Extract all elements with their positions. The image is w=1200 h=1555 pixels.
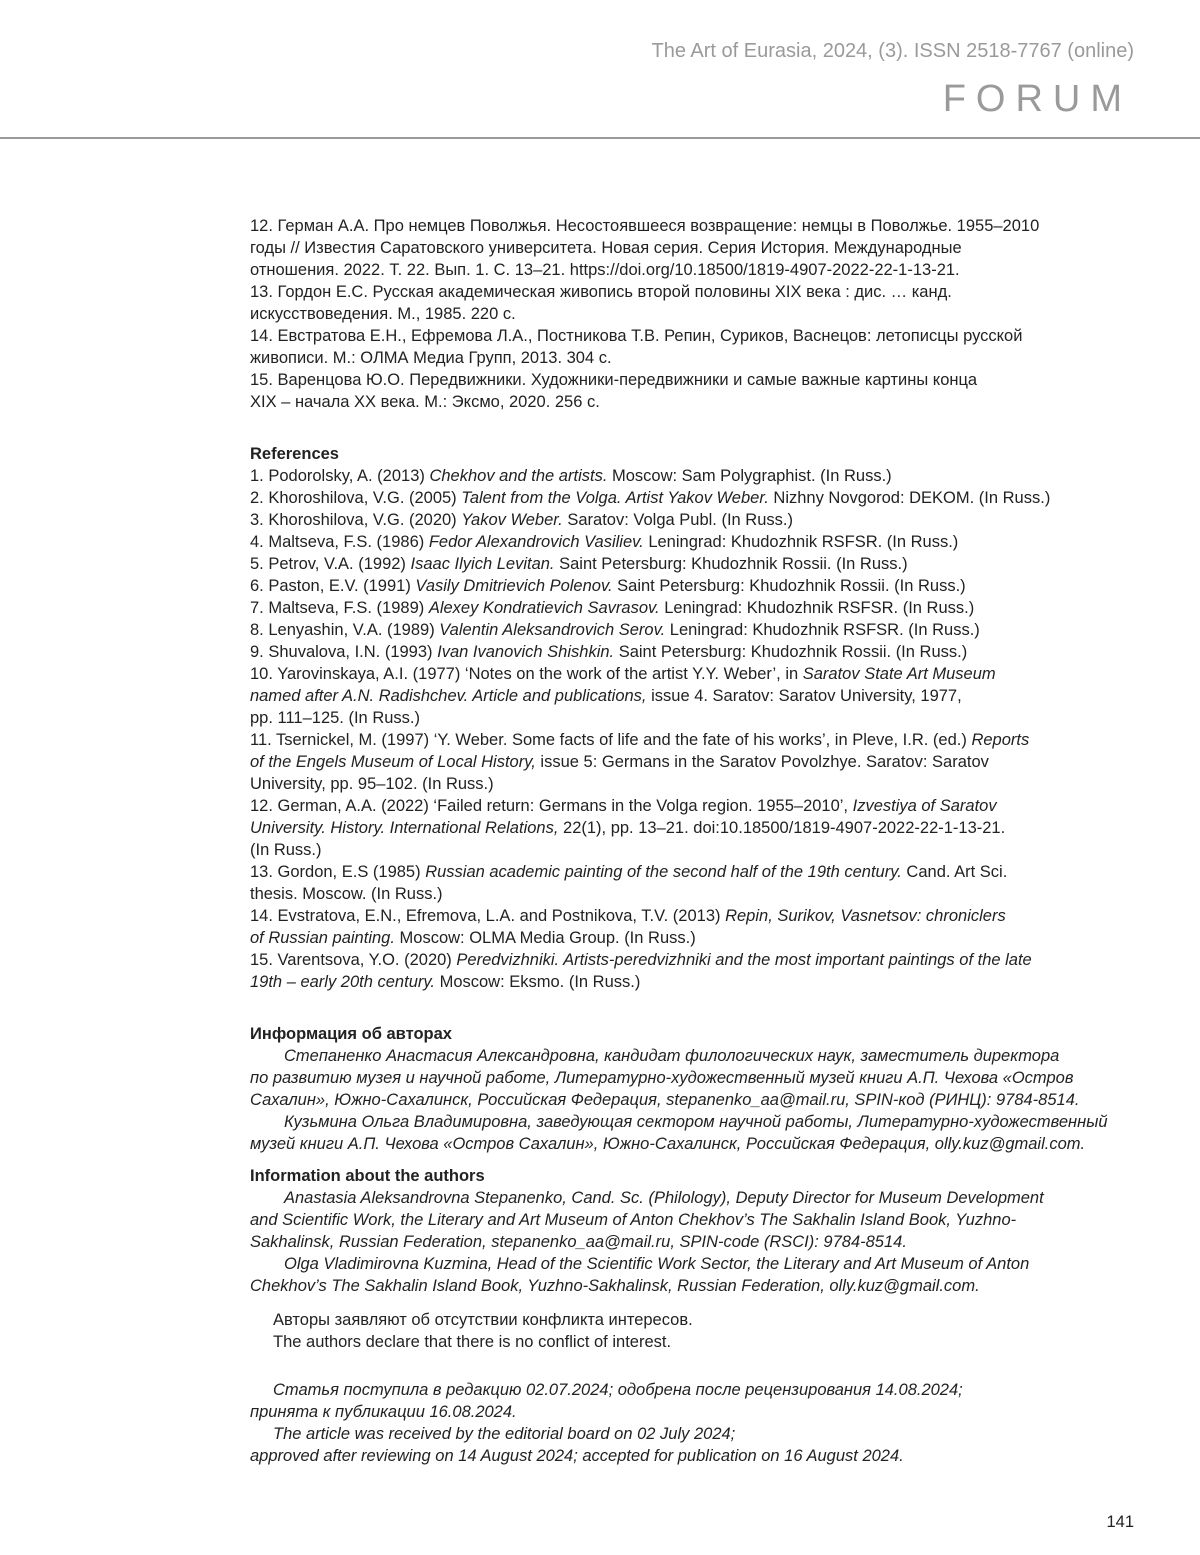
- reference-item: 9. Shuvalova, I.N. (1993) Ivan Ivanovich Shishkin. Saint Petersburg: Khudozhnik Rossii. (In Russ.): [250, 643, 968, 661]
- page-body: [250, 215, 1150, 1467]
- ref-line: искусствоведения. М., 1985. 220 с.: [250, 305, 516, 323]
- dates-en-line: approved after reviewing on 14 August 2024; accepted for publication on 16 August 2024.: [250, 1447, 904, 1465]
- reference-item: 6. Paston, E.V. (1991) Vasily Dmitrievich Polenov. Saint Petersburg: Khudozhnik Rossii. (In Russ.): [250, 577, 966, 595]
- author-line: по развитию музея и научной работе, Литературно-художественный музей книги А.П. Чехова «Остров: [250, 1069, 1074, 1087]
- dates-ru-line: Статья поступила в редакцию 02.07.2024; одобрена после рецензирования 14.08.2024;: [273, 1381, 963, 1399]
- reference-item: 2. Khoroshilova, V.G. (2005) Talent from the Volga. Artist Yakov Weber. Nizhny Novgorod: DEKOM. (In Russ.): [250, 489, 1051, 507]
- reference-item-cont: University. History. International Relations, 22(1), pp. 13–21. doi:10.18500/1819-4907-2022-22-1-13-21.: [250, 819, 1006, 837]
- conflict-statement: [250, 1309, 1150, 1353]
- conflict-ru: Авторы заявляют об отсутствии конфликта интересов.: [273, 1311, 693, 1329]
- author-line: Olga Vladimirovna Kuzmina, Head of the Scientific Work Sector, the Literary and Art Museum of Anton: [284, 1255, 1030, 1273]
- reference-item-cont: pp. 111–125. (In Russ.): [250, 709, 420, 727]
- reference-item-cont: named after A.N. Radishchev. Article and publications, issue 4. Saratov: Saratov University, 1977,: [250, 687, 962, 705]
- reference-item: 11. Tsernickel, M. (1997) ‘Y. Weber. Some facts of life and the fate of his works’, in Pleve, I.R. (ed.) Reports: [250, 731, 1030, 749]
- reference-item-cont: of Russian painting. Moscow: OLMA Media Group. (In Russ.): [250, 929, 696, 947]
- reference-item: 15. Varentsova, Y.O. (2020) Peredvizhniki. Artists-peredvizhniki and the most important paintings of the late: [250, 951, 1032, 969]
- reference-item-cont: (In Russ.): [250, 841, 322, 859]
- ref-line: живописи. М.: ОЛМА Медиа Групп, 2013. 304 с.: [250, 349, 612, 367]
- conflict-en: The authors declare that there is no conflict of interest.: [273, 1333, 672, 1351]
- ref-line: XIX – начала XX века. М.: Эксмо, 2020. 256 с.: [250, 393, 600, 411]
- russian-references: [250, 215, 1150, 413]
- ref-line: 14. Евстратова Е.Н., Ефремова Л.А., Постникова Т.В. Репин, Суриков, Васнецов: летописцы русской: [250, 327, 1023, 345]
- authors-info-en: [250, 1165, 1150, 1297]
- journal-title: The Art of Eurasia, 2024, (3). ISSN 2518-7767 (online): [651, 40, 1134, 62]
- references-section: [250, 443, 1150, 993]
- author-line: Степаненко Анастасия Александровна, кандидат филологических наук, заместитель директора: [284, 1047, 1060, 1065]
- authors-info-ru: [250, 1023, 1150, 1155]
- section-title: FORUM: [942, 78, 1132, 120]
- ref-line: отношения. 2022. Т. 22. Вып. 1. С. 13–21. https://doi.org/10.18500/1819-4907-2022-22-1-13-21.: [250, 261, 960, 279]
- references-heading: References: [250, 445, 339, 463]
- author-line: Кузьмина Ольга Владимировна, заведующая сектором научной работы, Литературно-художественный: [284, 1113, 1108, 1131]
- reference-item: 3. Khoroshilova, V.G. (2020) Yakov Weber. Saratov: Volga Publ. (In Russ.): [250, 511, 793, 529]
- reference-item: 7. Maltseva, F.S. (1989) Alexey Kondratievich Savrasov. Leningrad: Khudozhnik RSFSR. (In Russ.): [250, 599, 975, 617]
- reference-item: 10. Yarovinskaya, A.I. (1977) ‘Notes on the work of the artist Y.Y. Weber’, in Saratov State Art Museum: [250, 665, 996, 683]
- author-line: and Scientific Work, the Literary and Art Museum of Anton Chekhov’s The Sakhalin Island Book, Yuzhno-: [250, 1211, 1017, 1229]
- reference-item: 13. Gordon, E.S (1985) Russian academic painting of the second half of the 19th century. Cand. Art Sci.: [250, 863, 1008, 881]
- reference-item: 14. Evstratova, E.N., Efremova, L.A. and Postnikova, T.V. (2013) Repin, Surikov, Vasnetsov: chroniclers: [250, 907, 1006, 925]
- ref-line: 15. Варенцова Ю.О. Передвижники. Художники-передвижники и самые важные картины конца: [250, 371, 978, 389]
- reference-item-cont: University, pp. 95–102. (In Russ.): [250, 775, 494, 793]
- header-divider: [0, 137, 1200, 139]
- reference-item-cont: of the Engels Museum of Local History, issue 5: Germans in the Saratov Povolzhye. Saratov: Saratov: [250, 753, 989, 771]
- author-line: музей книги А.П. Чехова «Остров Сахалин», Южно-Сахалинск, Российская Федерация, olly.kuz@gmail.com.: [250, 1135, 1086, 1153]
- ref-line: 12. Герман А.А. Про немцев Поволжья. Несостоявшееся возвращение: немцы в Поволжье. 1955–2010: [250, 217, 1040, 235]
- reference-item: 5. Petrov, V.A. (1992) Isaac Ilyich Levitan. Saint Petersburg: Khudozhnik Rossii. (In Russ.): [250, 555, 908, 573]
- reference-item-cont: thesis. Moscow. (In Russ.): [250, 885, 443, 903]
- author-line: Sakhalinsk, Russian Federation, stepanenko_aa@mail.ru, SPIN-code (RSCI): 9784-8514.: [250, 1233, 907, 1251]
- reference-item: 12. German, A.A. (2022) ‘Failed return: Germans in the Volga region. 1955–2010’, Izvestiya of Saratov: [250, 797, 997, 815]
- ref-line: годы // Известия Саратовского университета. Новая серия. Серия История. Международные: [250, 239, 962, 257]
- dates-ru-line: принята к публикации 16.08.2024.: [250, 1403, 517, 1421]
- authors-ru-heading: Информация об авторах: [250, 1025, 452, 1043]
- reference-item-cont: 19th – early 20th century. Moscow: Eksmo. (In Russ.): [250, 973, 641, 991]
- dates-en-line: The article was received by the editorial board on 02 July 2024;: [273, 1425, 736, 1443]
- author-line: Anastasia Aleksandrovna Stepanenko, Cand. Sc. (Philology), Deputy Director for Museum Development: [284, 1189, 1044, 1207]
- author-line: Chekhov’s The Sakhalin Island Book, Yuzhno-Sakhalinsk, Russian Federation, olly.kuz@gmail.com.: [250, 1277, 980, 1295]
- page-number: 141: [1106, 1513, 1134, 1531]
- author-line: Сахалин», Южно-Сахалинск, Российская Федерация, stepanenko_aa@mail.ru, SPIN-код (РИНЦ): 9784-8514.: [250, 1091, 1080, 1109]
- submission-dates: [250, 1379, 1150, 1467]
- reference-item: 8. Lenyashin, V.A. (1989) Valentin Aleksandrovich Serov. Leningrad: Khudozhnik RSFSR. (In Russ.): [250, 621, 980, 639]
- reference-item: 4. Maltseva, F.S. (1986) Fedor Alexandrovich Vasiliev. Leningrad: Khudozhnik RSFSR. (In Russ.): [250, 533, 959, 551]
- reference-item: 1. Podorolsky, A. (2013) Chekhov and the artists. Moscow: Sam Polygraphist. (In Russ.): [250, 467, 892, 485]
- authors-en-heading: Information about the authors: [250, 1167, 485, 1185]
- ref-line: 13. Гордон Е.С. Русская академическая живопись второй половины XIX века : дис. … канд.: [250, 283, 952, 301]
